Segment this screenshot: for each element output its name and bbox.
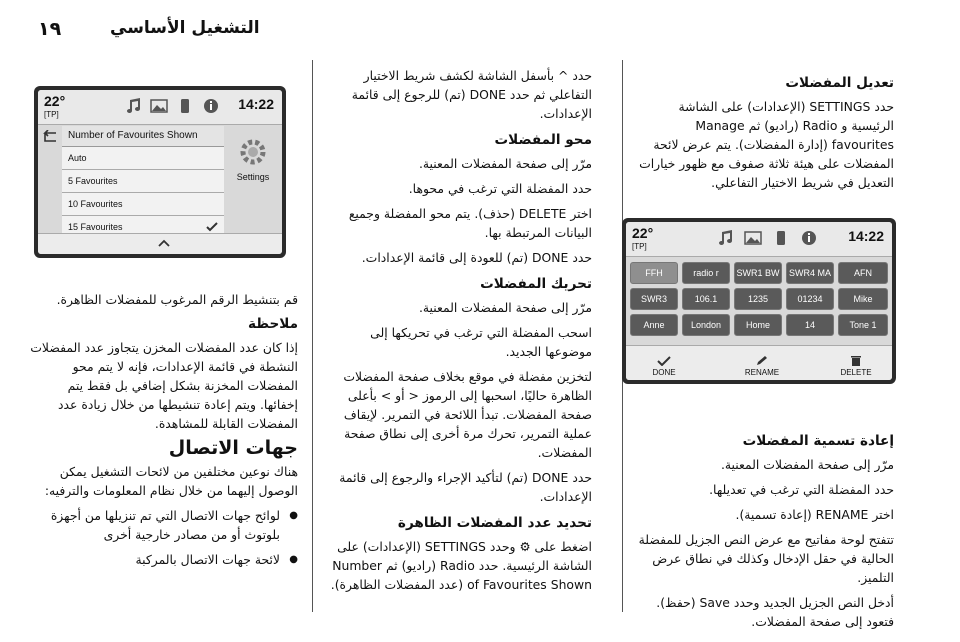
info-icon[interactable] [202,98,220,114]
caption: قم بتنشيط الرقم المرغوب للمفضلات الظاهرة. [56,292,298,307]
paragraph: لتخزين مفضلة في موقع بخلاف صفحة المفضلات الظاهرة حاليًا، اسحبها إلى الرموز < أو > بأعلى صفحة المفضلات. تبدأ اللائحة في التمرير. لإيقاف عملية التمرير، تحرك مرة أخرى إلى نطاق صفحة المفضلات. [343,369,592,460]
gallery-icon[interactable] [744,230,762,246]
music-icon[interactable] [716,230,734,246]
favourite-button[interactable]: London [682,314,730,336]
delete-label: DELETE [840,368,872,377]
column-middle [322,66,592,600]
favourite-button[interactable]: 106.1 [682,288,730,310]
list-item: ● لوائح جهات الاتصال التي تم تنزيلها من أجهزة بلوتوث أو من مصادر خارجية أخرى [30,506,280,544]
temperature: 22° [632,225,654,241]
interaction-selector-bar [626,345,892,380]
page-title: التشغيل الأساسي [110,18,260,38]
favourites-screen [622,218,896,384]
phone-icon[interactable] [176,98,194,114]
favourite-button[interactable]: Anne [630,314,678,336]
tp-indicator: [TP] [44,110,59,119]
paragraph: حدد المفضلة التي ترغب في محوها. [408,181,592,196]
done-button[interactable] [644,356,684,377]
info-icon[interactable] [800,230,818,246]
paragraph: اختر DELETE (حذف). يتم محو المفضلة وجميع البيانات المرتبطة بها. [348,206,592,240]
page-header [0,0,960,50]
favourite-button[interactable]: SWR1 BW [734,262,782,284]
favourite-button[interactable]: Home [734,314,782,336]
favourite-button[interactable]: radio r [682,262,730,284]
paragraph: هناك نوعين مختلفين من لائحات التشغيل يمكن الوصول إليهما من خلال نظام المعلومات والترفيه: [44,464,298,498]
list-item-label: 15 Favourites [68,222,123,232]
heading-contacts: جهات الاتصال [168,437,298,459]
heading-delete-favourites: محو المفضلات [494,132,592,148]
delete-button[interactable] [836,356,876,377]
paragraph: تتفتح لوحة مفاتيح مع عرض النص الجزيل للمفضلة الحالية في حقل الإدخال وكذلك في نطاق عرض التلميز. [638,532,894,585]
favourite-button[interactable]: 01234 [786,288,834,310]
list-title: Number of Favourites Shown [62,126,224,147]
paragraph: اختر RENAME (إعادة تسمية). [735,507,894,522]
heading-move-favourites: تحريك المفضلات [480,276,592,292]
note-title: ملاحظة [247,316,298,332]
paragraph: مرّر إلى صفحة المفضلات المعنية. [418,300,592,315]
favourite-button[interactable]: FFH [630,262,678,284]
heading-edit-favourites: تعديل المفضلات [785,75,894,91]
settings-screen [34,86,286,258]
favourites-count-list [62,126,224,230]
list-item: ● لائحة جهات الاتصال بالمركبة [30,550,280,569]
paragraph: اسحب المفضلة التي ترغب في تحريكها إلى موضوعها الجديد. [370,325,592,359]
settings-label: Settings [236,172,270,182]
list-item[interactable]: 5 Favourites [62,170,224,193]
list-item[interactable]: 10 Favourites [62,193,224,216]
phone-icon[interactable] [772,230,790,246]
checkmark-icon [206,222,218,232]
clock: 14:22 [238,96,274,112]
favourite-button[interactable]: SWR4 MA [786,262,834,284]
rename-label: RENAME [744,368,780,377]
paragraph: حدد SETTINGS (الإعدادات) على الشاشة الرئيسية و Radio (راديو) ثم Manage favourites (إدارة المفضلات). يتم عرض لائحة المفضلات على هيئة ثلاثة صفوف مع ظهور خيارات التعديل في شريط الاختيار التفاعلي. [639,99,894,190]
favourite-button[interactable]: Mike [838,288,888,310]
trash-icon [849,356,863,366]
favourite-button[interactable]: Tone 1 [838,314,888,336]
paragraph: حدد DONE (تم) لتأكيد الإجراء والرجوع إلى قائمة الإعدادات. [339,470,592,504]
favourite-button[interactable]: 14 [786,314,834,336]
gallery-icon[interactable] [150,98,168,114]
back-icon[interactable] [42,130,58,144]
note-text: إذا كان عدد المفضلات المخزن يتجاوز عدد المفضلات النشطة في قائمة الإعدادات، فإنه لا يتم محو المفضلات المخزنة بشكل إضافي بل فقط يتم إخفائها. ويتم إعادة تنشيطها من خلال زيادة عدد المفضلات القابلة للمشاهدة. [30,340,298,431]
column-divider-left [312,60,313,612]
column-right-lower [632,424,894,637]
paragraph: حدد ^ بأسفل الشاشة لكشف شريط الاختيار التفاعلي ثم حدد DONE (تم) للرجوع إلى قائمة الإعدادات. [351,68,592,121]
chevron-up-icon[interactable] [158,239,170,247]
heading-rename-favourites: إعادة تسمية المفضلات [742,433,894,449]
paragraph: أدخل النص الجزيل الجديد وحدد Save (حفظ). فتعود إلى صفحة المفضلات. [656,595,894,629]
column-right [632,66,894,198]
paragraph: مرّر إلى صفحة المفضلات المعنية. [418,156,592,171]
paragraph: حدد DONE (تم) للعودة إلى قائمة الإعدادات. [361,250,592,265]
contacts-list [30,506,298,569]
rename-button[interactable] [742,356,782,377]
done-label: DONE [652,368,676,377]
music-icon[interactable] [124,98,142,114]
paragraph: اضغط على ⚙ وحدد SETTINGS (الإعدادات) على الشاشة الرئيسية. حدد Radio (راديو) ثم Number of Favourites Shown (عدد المفضلات الظاهرة). [330,539,592,592]
paragraph: حدد المفضلة التي ترغب في تعديلها. [709,482,894,497]
pencil-icon [755,356,769,366]
settings-shortcut[interactable] [230,134,276,182]
bottom-bar [38,233,282,254]
favourite-button[interactable]: AFN [838,262,888,284]
favourite-button[interactable]: 1235 [734,288,782,310]
temperature: 22° [44,93,66,109]
column-left [30,290,298,575]
clock: 14:22 [848,228,884,244]
paragraph: مرّر إلى صفحة المفضلات المعنية. [720,457,894,472]
list-item[interactable]: Auto [62,147,224,170]
heading-number-favourites: تحديد عدد المفضلات الظاهرة [397,515,592,531]
favourite-button[interactable]: SWR3 [630,288,678,310]
page-number: ١٩ [38,18,62,40]
gear-icon [235,134,271,170]
checkmark-icon [657,356,671,366]
tp-indicator: [TP] [632,242,647,251]
